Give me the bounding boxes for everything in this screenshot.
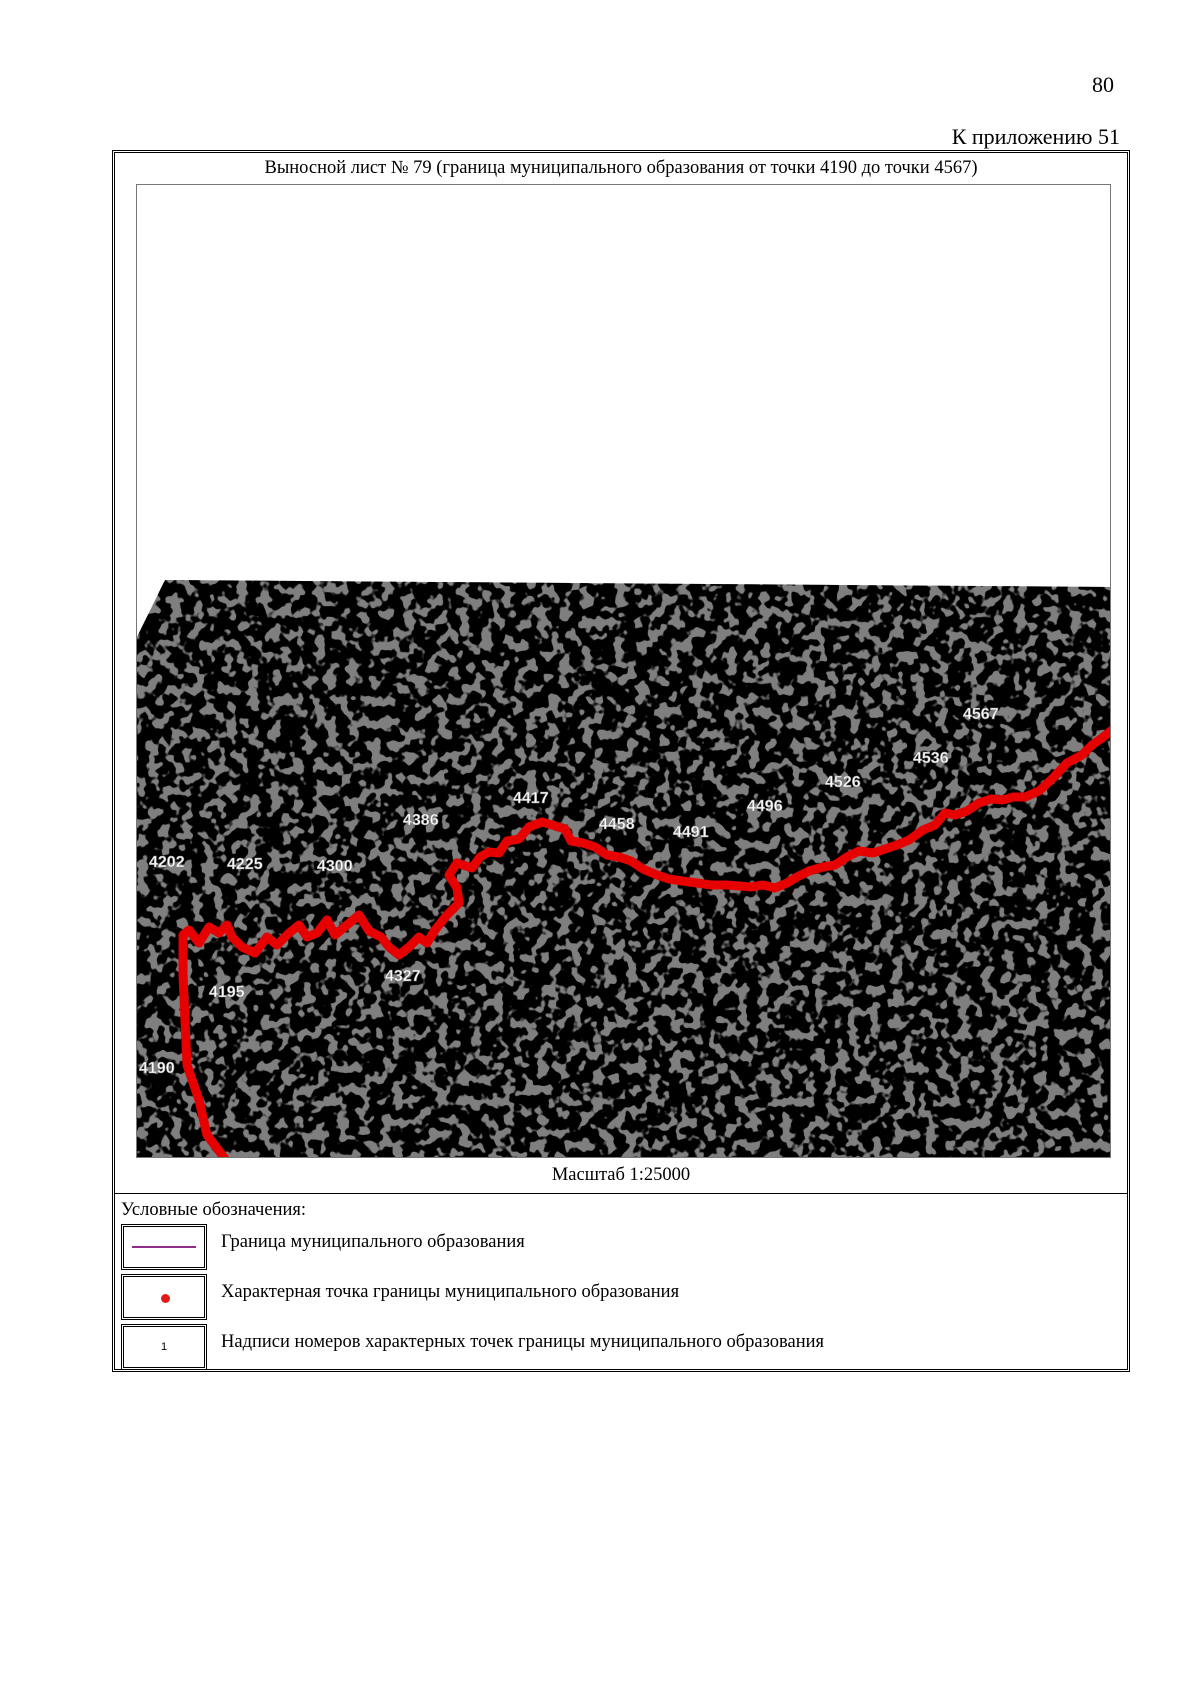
legend-item-boundary — [121, 1224, 1111, 1272]
legend-title: Условные обозначения: — [121, 1200, 307, 1220]
scale-label: Масштаб 1:25000 — [551, 1165, 691, 1185]
red-dot-icon — [161, 1294, 170, 1303]
boundary-line-icon — [132, 1246, 196, 1248]
terrain-texture — [137, 580, 1111, 1158]
point-label: 4327 — [385, 968, 421, 985]
legend-item-label-sample — [121, 1324, 1111, 1372]
point-label: 4386 — [403, 812, 439, 829]
map-canvas — [137, 185, 1111, 1158]
point-label: 4190 — [139, 1060, 175, 1077]
point-label: 4526 — [825, 774, 861, 791]
legend-item-label: Граница муниципального образования — [221, 1232, 525, 1252]
legend-symbol-box — [121, 1324, 207, 1370]
sheet-frame — [112, 150, 1130, 1372]
map-area — [136, 184, 1111, 1158]
legend-symbol-box — [121, 1224, 207, 1270]
point-label: 4496 — [747, 798, 783, 815]
legend-item-label: Надписи номеров характерных точек границы муниципального образования — [221, 1332, 825, 1352]
point-label: 4300 — [317, 858, 353, 875]
point-label: 4567 — [963, 706, 999, 723]
legend-symbol-box — [121, 1274, 207, 1320]
sheet-title: Выносной лист № 79 (граница муниципального образования от точки 4190 до точки 4567) — [264, 158, 978, 178]
point-label: 4417 — [513, 790, 549, 807]
point-label: 4202 — [149, 854, 185, 871]
point-label: 4536 — [913, 750, 949, 767]
legend-item-label: Характерная точка границы муниципального образования — [221, 1282, 680, 1302]
legend-item-point — [121, 1274, 1111, 1322]
appendix-label: К приложению 51 — [951, 124, 1120, 149]
point-label: 4458 — [599, 816, 635, 833]
number-label-icon: 1 — [160, 1341, 168, 1353]
point-label: 4491 — [673, 824, 709, 841]
point-label: 4195 — [209, 984, 245, 1001]
legend — [115, 1193, 1127, 1369]
point-label: 4225 — [227, 856, 263, 873]
page-number: 80 — [1092, 72, 1114, 97]
